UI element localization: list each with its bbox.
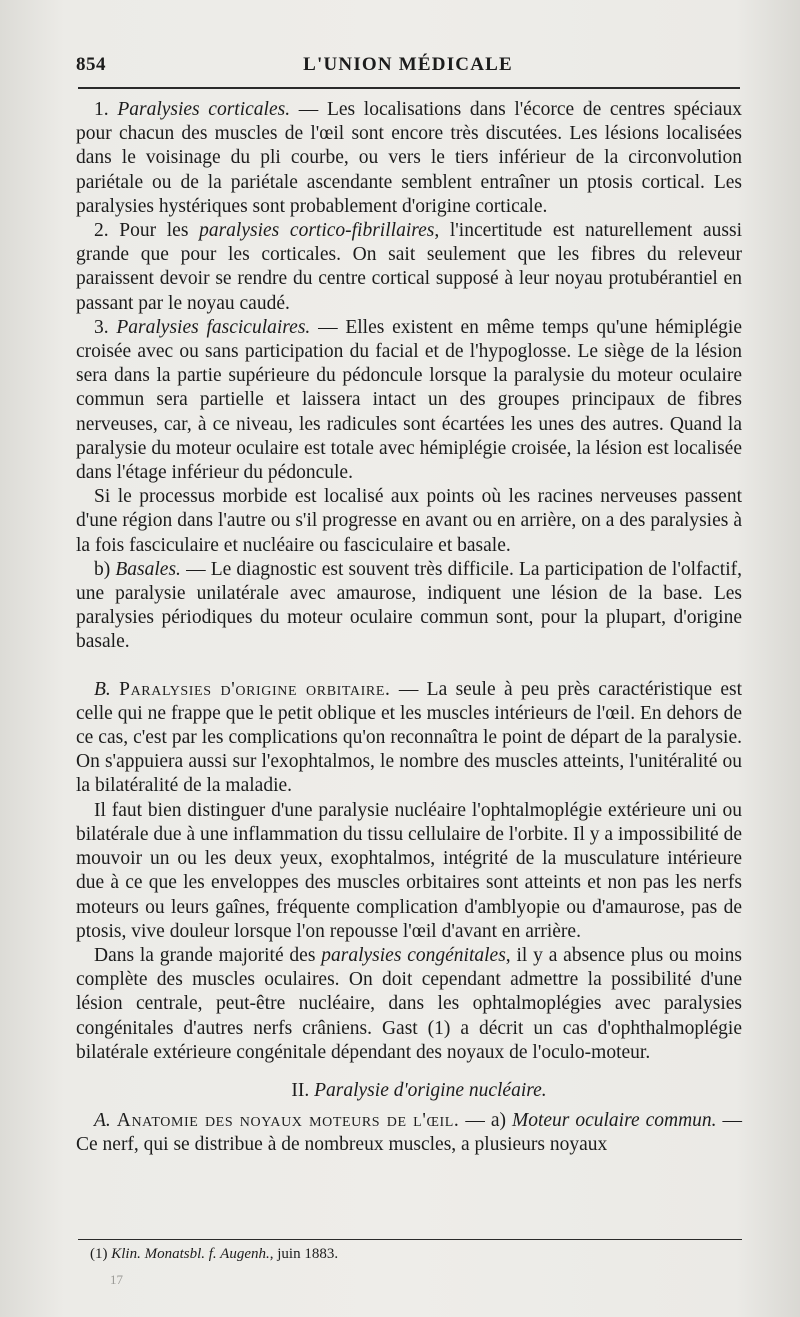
paragraph-text: — Le diagnostic est souvent très difficile. La participation de l'olfactif, une paralysie unilatérale avec amaurose, indiquent une lésion de la base. Les paralysies périodiques du moteur oculaire commun sont, pour la plupart, d'origine basale. <box>76 558 743 653</box>
paragraph-lead: b) <box>94 558 116 580</box>
footnote-source: Klin. Monatsbl. f. Augenh. <box>111 1246 270 1262</box>
bottom-mark: 17 <box>110 1272 123 1287</box>
paragraph-heading: paralysies congénitales <box>321 944 506 966</box>
footnote-marker: (1) <box>90 1246 112 1262</box>
paragraph-text: , l'incertitude est naturellement aussi grande que pour les corticales. On sait seulement que les fibres du releveur paraissent devoir se rendre du centre cortical supposé à leur noyau protubérantiel en passant par le noyau caudé. <box>76 220 743 314</box>
paragraph-orbital <box>76 678 742 799</box>
paragraph-mid: — a) <box>459 1110 512 1132</box>
paragraph-heading: Anatomie des noyaux moteurs de l'œil. <box>116 1110 460 1132</box>
paragraph-subheading: Moteur oculaire commun. <box>511 1110 717 1132</box>
paragraph-text: — Les localisations dans l'écorce de centres spéciaux pour chacun des muscles de l'œil sont encore très discutées. Les lésions localisées dans le voisinage du pli courbe, ou vers le tiers inférieur de la circonvolution pariétale ou de la pariétale ascendante semblent entraîner un ptosis cortical. Les paralysies hystériques sont probablement d'origine corticale. <box>76 99 743 217</box>
paragraph-text: — La seule à peu près caractéristique est celle qui ne frappe que le petit oblique et les muscles intérieurs de l'œil. En dehors de ce cas, c'est par les complications qu'on reconnaîtra le point de départ de la paralysie. On s'appuiera aussi sur l'exophtalmos, le nombre des muscles atteints, l'unitéralité ou la bilatéralité de la maladie. <box>76 678 742 797</box>
paragraph-number: 1. <box>94 99 109 120</box>
running-title: L'UNION MÉDICALE <box>303 54 513 75</box>
paragraph-basal <box>76 558 742 655</box>
footnote-rule <box>78 1239 742 1240</box>
paragraph-heading: Paralysies d'origine orbitaire. <box>119 678 391 700</box>
section-title <box>76 1079 742 1103</box>
paragraph-lead: A. <box>94 1110 111 1132</box>
paragraph-cortico-fibrillar <box>76 219 742 316</box>
paragraph-ophthalmoplegia: Il faut bien distinguer d'une paralysie nucléaire l'ophtalmoplégie extérieure uni ou bilatérale due à une inflammation du tissu cellulaire de l'orbite. Il y a impossibilité de mouvoir un ou les deux yeux, exophtalmos, intégrité de la musculature intérieure due à ce que les enveloppes des muscles orbitaires sont atteints et non pas les nerfs moteurs ou leurs gaînes, fréquente complication d'amblyopie ou d'amaurose, pas de ptosis, vive douleur lorsque l'on repousse l'œil d'avant en arrière. <box>76 799 742 942</box>
page-body <box>76 98 742 1158</box>
page-number: 854 <box>76 54 106 75</box>
paragraph-lead: 2. Pour les <box>94 220 200 242</box>
paragraph-morbid-process: Si le processus morbide est localisé aux points où les racines nerveuses passent d'une région dans l'autre ou s'il progresse en avant ou en arrière, on a des paralysies à la fois fasciculaire et nucléaire ou fasciculaire et basale. <box>76 486 742 556</box>
paragraph-text: , il y a absence plus ou moins complète des muscles oculaires. On doit cependant admettre la possibilité d'une lésion centrale, peut-être nucléaire, dans les ophtalmoplégies avec paralysies congénitales d'autres nerfs crâniens. Gast (1) a décrit un cas d'ophthalmoplégie bilatérale extérieure congénitale dépendant des noyaux de l'oculo-moteur. <box>76 944 743 1063</box>
paragraph-heading: Paralysies corticales. <box>117 99 291 120</box>
page-header <box>76 54 740 88</box>
paragraph-anatomy <box>76 1109 742 1157</box>
paragraph-heading: Paralysies fasciculaires. <box>116 316 311 338</box>
footnote <box>90 1244 690 1264</box>
section-heading: Paralysie d'origine nucléaire. <box>314 1079 547 1101</box>
section-number: II. <box>291 1079 310 1101</box>
paragraph-text: — Elles existent en même temps qu'une hémiplégie croisée avec ou sans participation du facial et de l'hypoglosse. Le siège de la lésion sera dans la partie supérieure du pédoncule lorsque la paralysie du moteur oculaire commun sera partielle et laissera intact un des groupes principaux de fibres nerveuses, car, à ce niveau, les radicules sont écartées les unes des autres. Quand la paralysie du moteur oculaire est totale avec hémiplégie croisée, la lésion est localisée dans l'étage inférieur du pédoncule. <box>76 316 742 484</box>
paragraph-cortical <box>76 98 742 219</box>
paragraph-number: 3. <box>94 316 109 338</box>
footnote-date: , juin 1883. <box>269 1246 339 1262</box>
paragraph-text: — Ce nerf, qui se distribue à de nombreux muscles, a plusieurs noyaux <box>76 1110 743 1156</box>
paragraph-lead: Dans la grande majorité des <box>94 944 322 966</box>
paragraph-lead: B. <box>94 678 111 700</box>
paragraph-heading: Basales. <box>115 558 181 580</box>
paragraph-congenital <box>76 944 742 1065</box>
paragraph-heading: paralysies cortico-fibrillaires <box>199 220 435 242</box>
paragraph-fascicular <box>76 316 742 485</box>
header-rule <box>78 87 740 89</box>
